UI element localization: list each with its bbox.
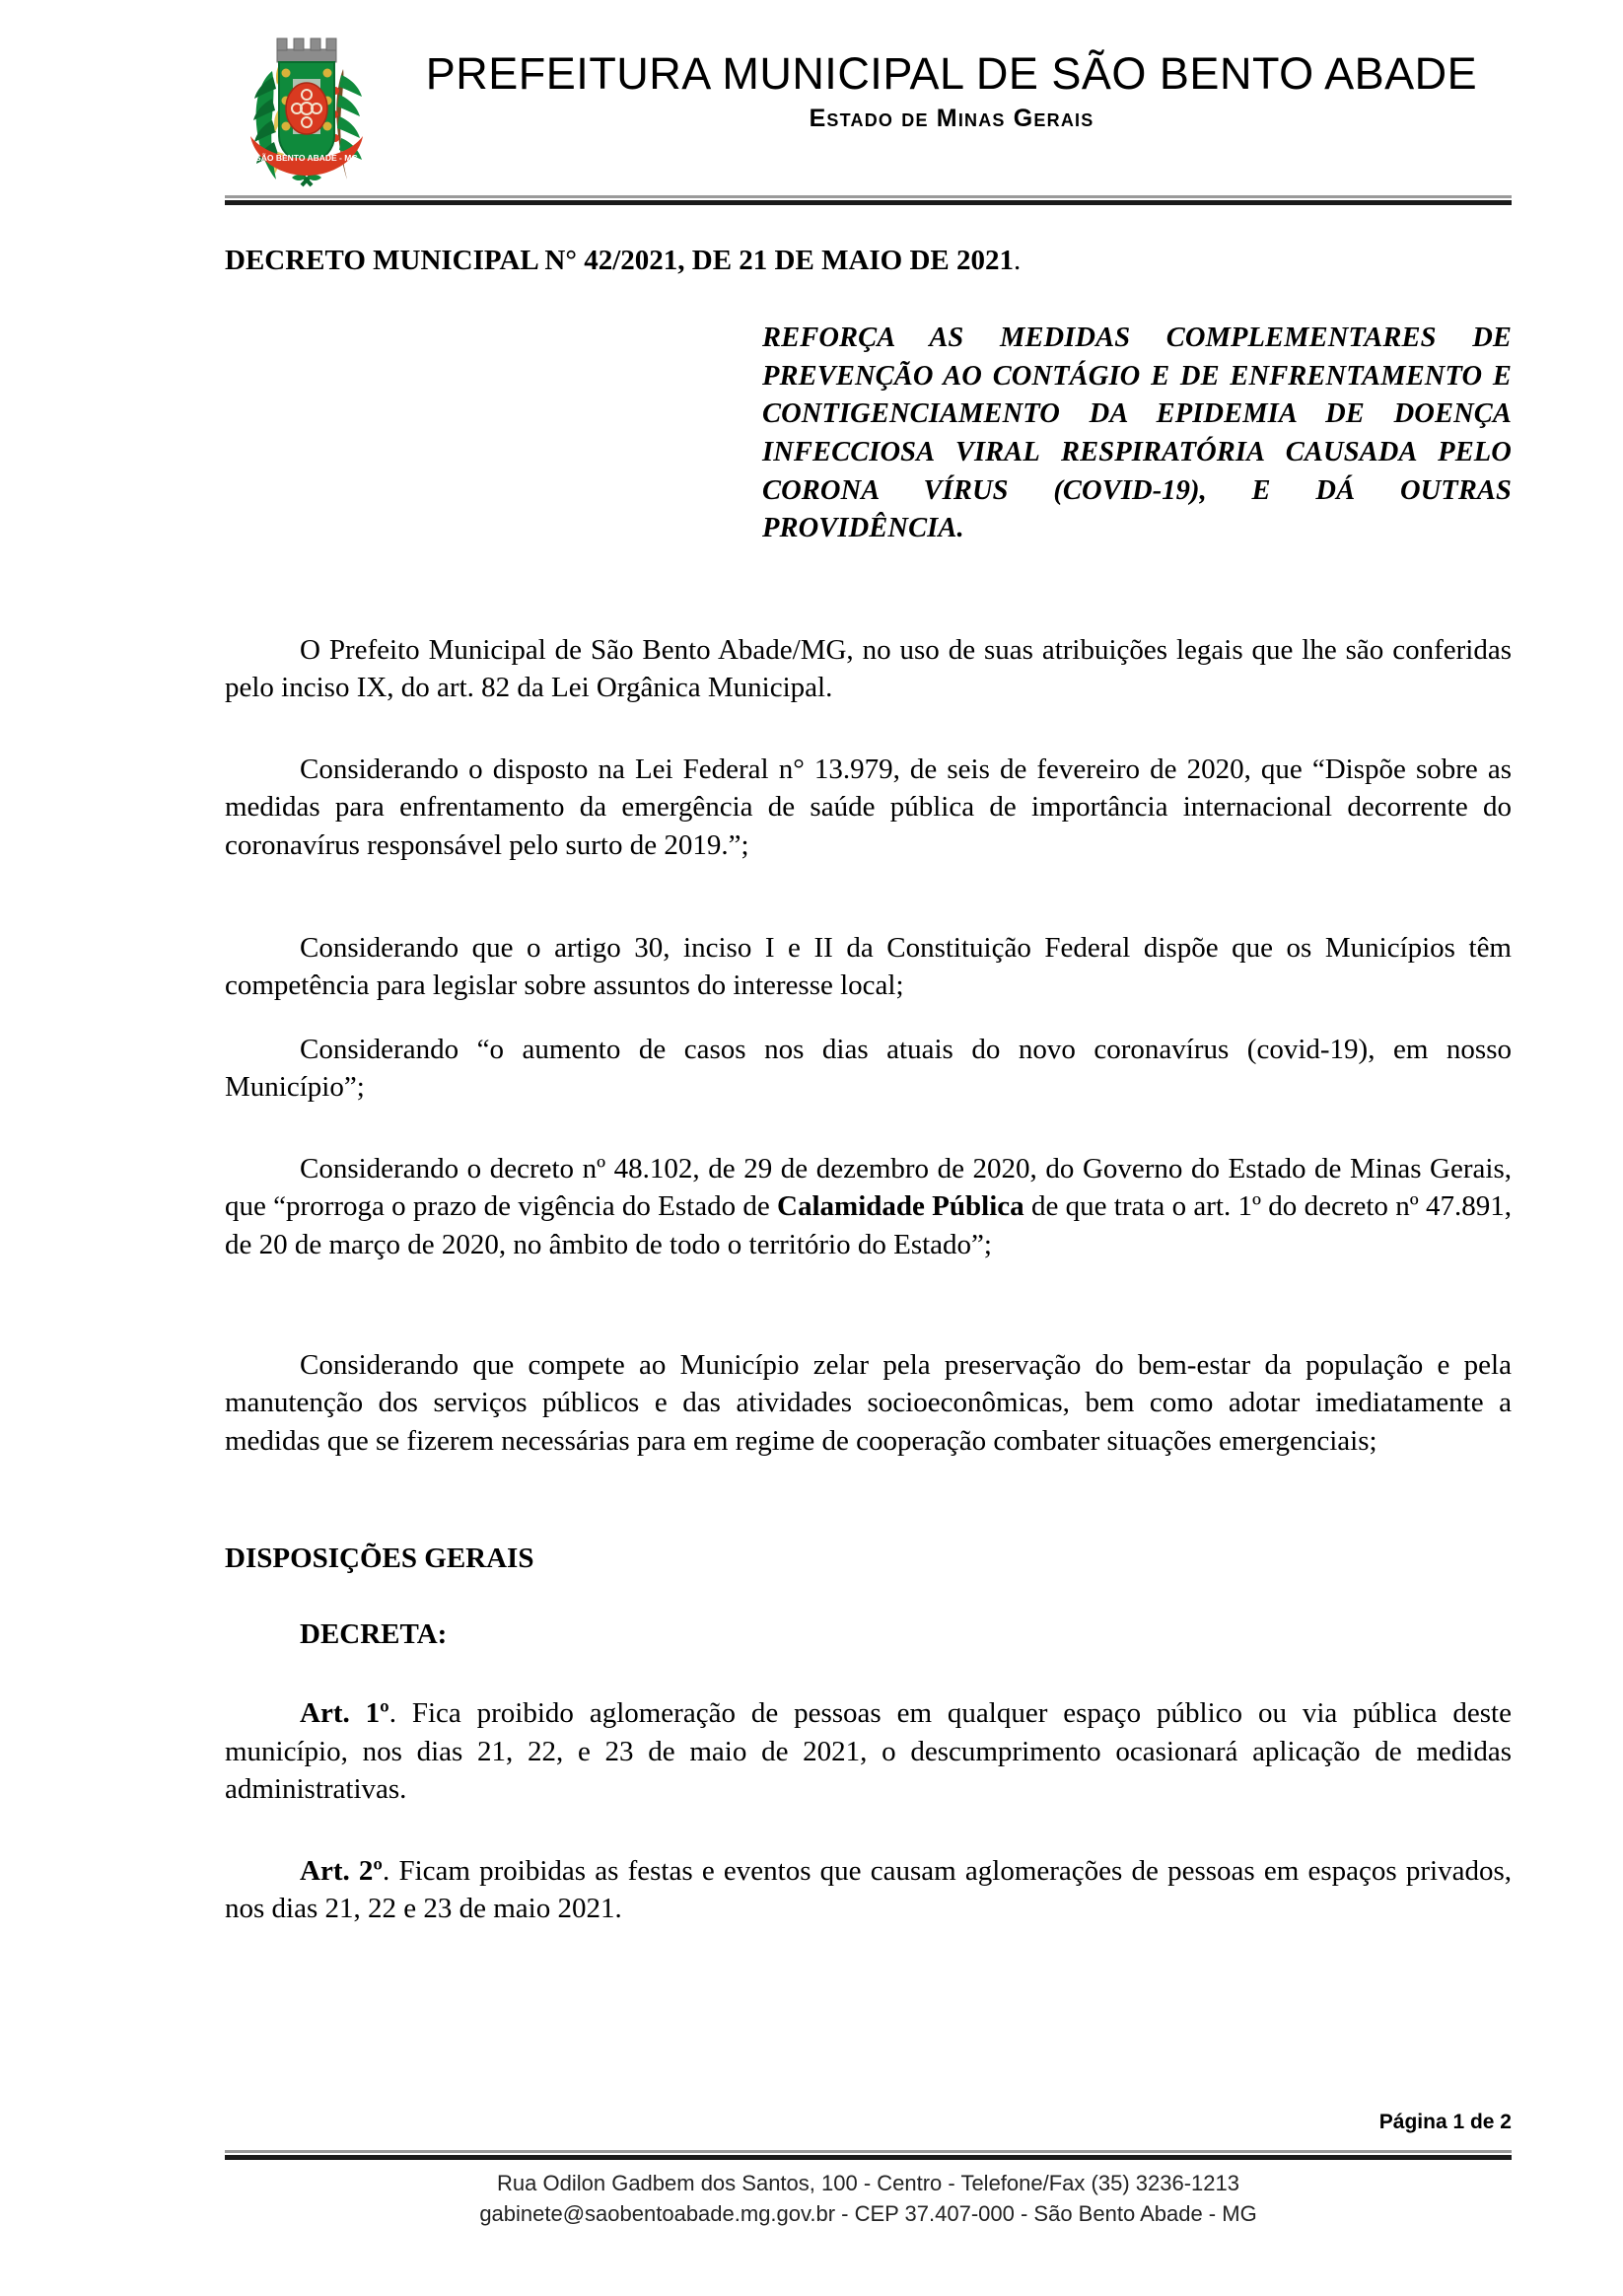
crest-ribbon-text: SÃO BENTO ABADE - MG	[255, 153, 358, 163]
considerando-paragraph-5: Considerando que compete ao Município zelar pela preservação do bem-estar da população e pela manutenção dos serviços públicos e das atividades socioeconômicas, bem como adotar imediatamente a medidas que se fizerem necessárias para em regime de cooperação combater situações emergenciais;	[225, 1348, 1512, 1457]
letterhead-text	[394, 48, 1509, 133]
article-1-label: Art. 1º	[300, 1697, 389, 1730]
considerando-4-part2: de que trata o art. 1º do decreto nº 47.891, de 20 de março de 2020, no âmbito de todo o território do Estado”;	[225, 1190, 1513, 1260]
ementa-block: REFORÇA AS MEDIDAS COMPLEMENTARES DE PREVENÇÃO AO CONTÁGIO E DE ENFRENTAMENTO E CONTIGENCIAMENTO DA EPIDEMIA DE DOENÇA INFECCIOSA VIRAL RESPIRATÓRIA CAUSADA PELO CORONA VÍRUS (COVID-19), E DÁ OUTRAS PROVIDÊNCIA.	[762, 323, 1512, 544]
calamidade-publica-emphasis: Calamidade Pública	[777, 1190, 1024, 1223]
decree-number-text: DECRETO MUNICIPAL N° 42/2021, DE 21 DE MAIO DE 2021	[225, 245, 1015, 276]
considerando-paragraph-3: Considerando “o aumento de casos nos dias atuais do novo coronavírus (covid-19), em nosso Município”;	[225, 1033, 1512, 1104]
footer-address-line: Rua Odilon Gadbem dos Santos, 100 - Centro - Telefone/Fax (35) 3236-1213	[497, 2171, 1239, 2195]
preamble-paragraph: O Prefeito Municipal de São Bento Abade/MG, no uso de suas atribuições legais que lhe são conferidas pelo inciso IX, do art. 82 da Lei Orgânica Municipal.	[225, 633, 1512, 704]
footer-divider-thin	[225, 2150, 1512, 2153]
footer-contact	[225, 2168, 1512, 2229]
decreta-heading: DECRETA:	[300, 1618, 448, 1651]
decree-number-heading	[225, 243, 1512, 278]
considerando-paragraph-4	[225, 1150, 1512, 1263]
decree-number-period: .	[1014, 245, 1022, 276]
article-2-text: . Ficam proibidas as festas e eventos que causam aglomerações de pessoas em espaços privados, nos dias 21, 22 e 23 de maio 2021.	[225, 1854, 1513, 1924]
coat-of-arms-icon	[233, 30, 381, 192]
article-2-paragraph	[225, 1852, 1512, 1928]
header-divider-thin	[225, 195, 1512, 198]
page-title: PREFEITURA MUNICIPAL DE SÃO BENTO ABADE	[425, 48, 1478, 99]
article-2-label: Art. 2º	[300, 1854, 383, 1887]
header-divider	[225, 195, 1512, 205]
section-heading-disposicoes-gerais: DISPOSIÇÕES GERAIS	[225, 1543, 534, 1575]
article-1-text: . Fica proibido aglomeração de pessoas em qualquer espaço público ou via pública deste município, nos dias 21, 22, e 23 de maio de 2021, o descumprimento ocasionará aplicação de medidas administrativas.	[225, 1697, 1512, 1806]
footer-email-line: gabinete@saobentoabade.mg.gov.br - CEP 37.407-000 - São Bento Abade - MG	[479, 2201, 1257, 2227]
footer-divider-thick	[225, 2155, 1512, 2160]
footer-divider	[225, 2150, 1512, 2160]
document-body	[225, 243, 1512, 1927]
letterhead	[0, 0, 1623, 202]
page-subtitle: Estado de Minas Gerais	[809, 104, 1094, 132]
header-divider-thick	[225, 200, 1512, 205]
considerando-paragraph-2: Considerando que o artigo 30, inciso I e II da Constituição Federal dispõe que os Municípios têm competência para legislar sobre assuntos do interesse local;	[225, 932, 1512, 1002]
page-number: Página 1 de 2	[1378, 2111, 1512, 2133]
article-1-paragraph	[225, 1694, 1512, 1808]
considerando-4-part1: Considerando o decreto nº 48.102, de 29 de dezembro de 2020, do Governo do Estado de Minas Gerais, que “prorroga o prazo de vigência do Estado de	[225, 1152, 1512, 1223]
considerando-paragraph-1: Considerando o disposto na Lei Federal n° 13.979, de seis de fevereiro de 2020, que “Dispõe sobre as medidas para enfrentamento da emergência de saúde pública de importância internacional decorrente do coronavírus responsável pelo surto de 2019.”;	[225, 753, 1512, 861]
